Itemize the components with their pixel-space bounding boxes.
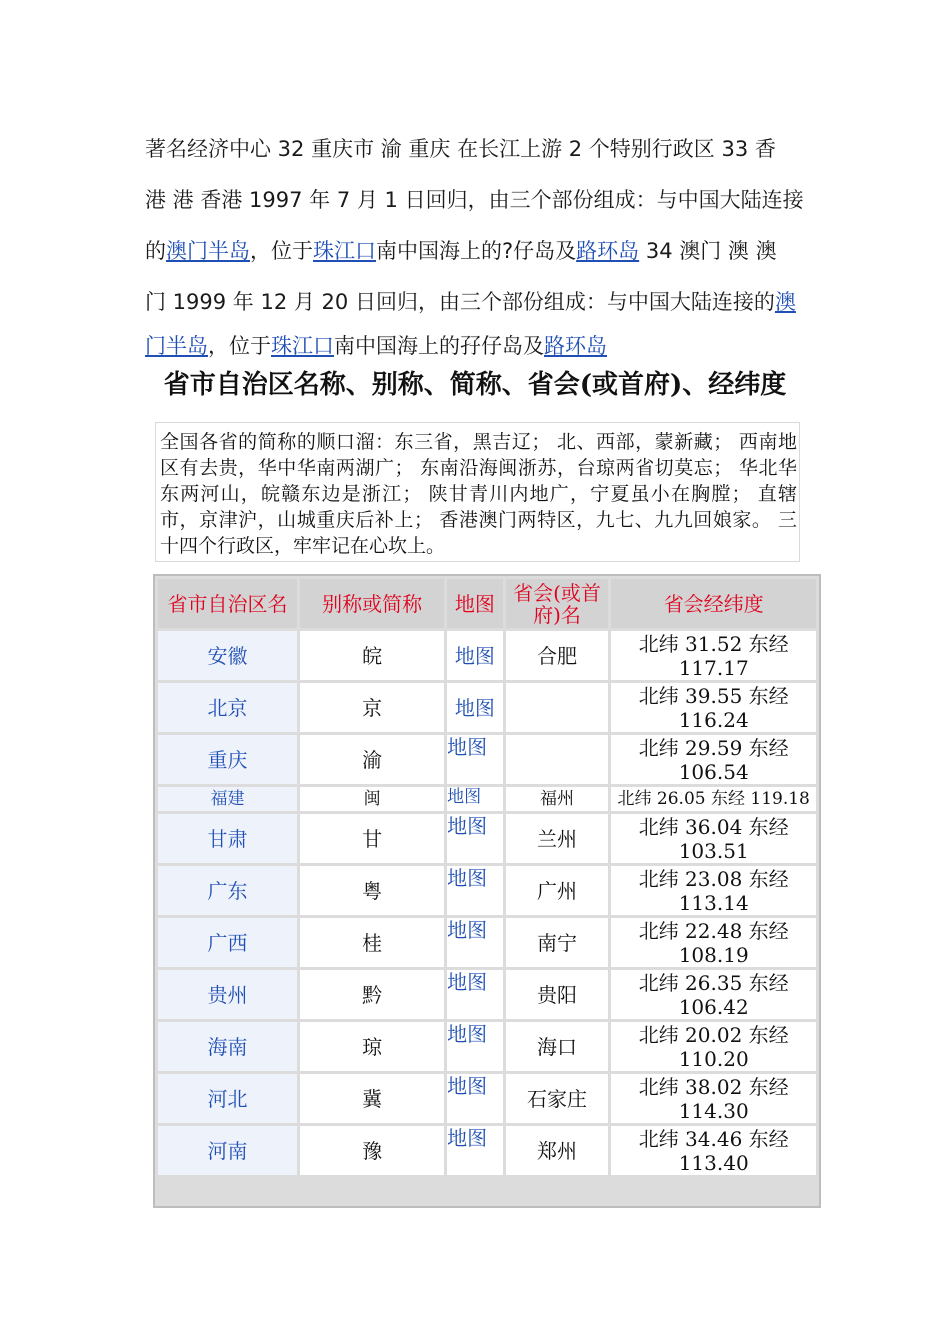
coloane-link-2[interactable]: 路环岛 [544,334,607,358]
map-link[interactable]: 地图 [447,918,502,967]
header-alias: 别称或简称 [300,579,444,628]
province-abbr: 豫 [300,1126,444,1175]
intro-text: 门 1999 年 12 月 20 日回归，由三个部份组成：与中国大陆连接的 [145,290,775,314]
province-abbr: 甘 [300,814,444,863]
map-link[interactable]: 地图 [447,631,502,680]
map-link[interactable]: 地图 [447,787,502,811]
capital-name [506,683,609,732]
intro-text: ，位于 [208,334,271,358]
table-row [158,735,816,784]
province-abbr: 粤 [300,866,444,915]
map-link[interactable]: 地图 [447,683,502,732]
coordinates: 北纬 36.04 东经 103.51 [611,814,816,863]
capital-name: 合肥 [506,631,609,680]
capital-name: 郑州 [506,1126,609,1175]
table-row [158,1022,816,1071]
capital-name [506,735,609,784]
intro-text: 南中国海上的?仔岛及 [376,239,577,263]
table-row [158,1074,816,1123]
table-row [158,787,816,811]
province-abbr: 琼 [300,1022,444,1071]
map-link[interactable]: 地图 [447,1126,502,1175]
capital-name: 广州 [506,866,609,915]
macau-peninsula-link-2[interactable]: 澳 [774,290,796,314]
intro-line [145,277,810,328]
province-name-link[interactable]: 广西 [158,918,297,967]
pearl-river-mouth-link[interactable]: 珠江口 [313,239,376,263]
capital-name: 南宁 [506,918,609,967]
table-row [158,866,816,915]
province-name-link[interactable]: 北京 [158,683,297,732]
capital-name: 福州 [506,787,609,811]
coordinates: 北纬 31.52 东经 117.17 [611,631,816,680]
abbreviation-jingle-box: 全国各省的简称的顺口溜：东三省，黑吉辽； 北、西部，蒙新藏； 西南地区有去贵，华中华南两湖广； 东南沿海闽浙苏，台琼两省切莫忘； 华北华东两河山，皖赣东边是浙江； 陕甘青川内地广，宁夏虽小在胸膛； 直辖市，京津沪，山城重庆后补上； 香港澳门两特区，九七、九九回娘家。 三十四个行政区，牢牢记在心坎上。 [155,422,800,562]
capital-name: 石家庄 [506,1074,609,1123]
map-link[interactable]: 地图 [447,1022,502,1071]
coordinates: 北纬 22.48 东经 108.19 [611,918,816,967]
intro-text: 的 [145,239,166,263]
header-province-name: 省市自治区名 [158,579,297,628]
province-abbr: 京 [300,683,444,732]
province-name-link[interactable]: 河北 [158,1074,297,1123]
map-link[interactable]: 地图 [447,814,502,863]
province-abbr: 皖 [300,631,444,680]
macau-peninsula-link-2b[interactable]: 门半岛 [145,334,208,358]
header-coordinates: 省会经纬度 [611,579,816,628]
province-name-link[interactable]: 安徽 [158,631,297,680]
province-name-link[interactable]: 广东 [158,866,297,915]
intro-line [145,226,810,277]
coordinates: 北纬 29.59 东经 106.54 [611,735,816,784]
section-heading: 省市自治区名称、别称、简称、省会(或首府)、经纬度 [163,370,787,400]
table-row [158,970,816,1019]
coordinates: 北纬 23.08 东经 113.14 [611,866,816,915]
intro-paragraph [145,124,810,368]
intro-line: 著名经济中心 32 重庆市 渝 重庆 在长江上游 2 个特别行政区 33 香 [145,137,776,161]
macau-peninsula-link[interactable]: 澳门半岛 [166,239,250,263]
province-abbr: 桂 [300,918,444,967]
province-name-link[interactable]: 重庆 [158,735,297,784]
coordinates: 北纬 20.02 东经 110.20 [611,1022,816,1071]
table-row [158,814,816,863]
table-row [158,631,816,680]
coordinates: 北纬 39.55 东经 116.24 [611,683,816,732]
coordinates: 北纬 26.05 东经 119.18 [611,787,816,811]
map-link[interactable]: 地图 [447,866,502,915]
province-name-link[interactable]: 海南 [158,1022,297,1071]
map-link[interactable]: 地图 [447,1074,502,1123]
coordinates: 北纬 38.02 东经 114.30 [611,1074,816,1123]
capital-name: 贵阳 [506,970,609,1019]
province-abbr: 黔 [300,970,444,1019]
province-name-link[interactable]: 福建 [158,787,297,811]
capital-name: 海口 [506,1022,609,1071]
coordinates: 北纬 26.35 东经 106.42 [611,970,816,1019]
capital-name: 兰州 [506,814,609,863]
province-name-link[interactable]: 甘肃 [158,814,297,863]
header-map: 地图 [447,579,502,628]
header-capital: 省会(或首府)名 [506,579,609,628]
table-header-row [158,579,816,628]
table-row [158,683,816,732]
pearl-river-mouth-link-2[interactable]: 珠江口 [271,334,334,358]
coloane-link[interactable]: 路环岛 [576,239,640,263]
intro-text: 南中国海上的孖仔岛及 [334,334,544,358]
map-link[interactable]: 地图 [447,735,502,784]
province-name-link[interactable]: 河南 [158,1126,297,1175]
intro-line: 港 港 香港 1997 年 7 月 1 日回归，由三个部份组成：与中国大陆连接 [145,188,804,212]
province-abbr: 闽 [300,787,444,811]
intro-text: ，位于 [250,239,313,263]
province-name-link[interactable]: 贵州 [158,970,297,1019]
province-abbr: 渝 [300,735,444,784]
intro-line [145,324,810,368]
intro-text: 34 澳门 澳 澳 [639,239,777,263]
table-row [158,1126,816,1175]
table-row [158,918,816,967]
coordinates: 北纬 34.46 东经 113.40 [611,1126,816,1175]
province-table [153,574,821,1208]
map-link[interactable]: 地图 [447,970,502,1019]
province-abbr: 冀 [300,1074,444,1123]
